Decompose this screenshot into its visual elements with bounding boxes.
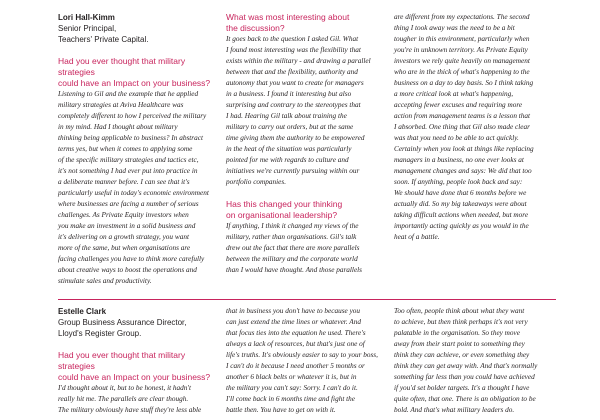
s2-col1 (58, 306, 220, 416)
text-line: you make an investment in a solid business and (58, 222, 196, 230)
answer-text (58, 89, 220, 287)
text-line: completely different to how I perceived the military (58, 112, 207, 120)
text-line: Too often, people think about what they want (394, 307, 525, 315)
s1-col3 (394, 12, 560, 243)
speaker-name: Estelle Clark (58, 307, 107, 316)
text-line: palatable in the organisation. So they move (394, 329, 520, 337)
text-line: you're in unknown territory. As Private Equity (394, 46, 528, 54)
text-line: about creative ways to boost the operations and (58, 266, 197, 274)
text-line: exists within the military - and drawing a parallel (226, 57, 371, 65)
text-line: If anything, I think it changed my views of the (226, 222, 359, 230)
text-line: business on a day to day basis. So I think taking (394, 79, 534, 87)
text-line: can just extend the time lines or whatever. And (226, 318, 361, 326)
question-heading: Had you ever thought that military strategies (58, 56, 186, 77)
text-line: I absorbed. One thing that Gil also made clear (394, 123, 530, 131)
text-line: in a business. I found it interesting but also (226, 90, 352, 98)
text-line: I had. Hearing Gil talk about training the (226, 112, 347, 120)
s2-col2 (226, 306, 386, 416)
text-line: military, rather than organisations. Gil's talk (226, 233, 357, 241)
text-line: portfolio companies. (226, 178, 287, 186)
text-line: heat of a battle. (394, 233, 440, 241)
text-line: in my mind. Had I thought about military (58, 123, 178, 131)
text-line: It goes back to the question I asked Gil. What (226, 35, 359, 43)
answer-text (226, 306, 386, 416)
text-line: something far less than you could have achieved (394, 373, 535, 381)
text-line: importantly acting quickly as you would in the (394, 222, 529, 230)
text-line: thing I took away was the need to be a bit (394, 24, 515, 32)
text-line: the military you can't say: Sorry. I can't do it. (226, 384, 358, 392)
text-line: quite often, that one. There is an obligation to be (394, 395, 536, 403)
text-line: a deliberate manner before. I can see that it's (58, 178, 190, 186)
text-line: challenges. As Private Equity investors when (58, 211, 189, 219)
text-line: bold. And that's what military leaders do. (394, 406, 515, 414)
text-line: another 6 black belts or whatever it is, but in (226, 373, 357, 381)
text-line: stimulate sales and productivity. (58, 277, 152, 285)
text-line: where businesses are facing a number of serious (58, 200, 199, 208)
text-line: that in business you don't have to because you (226, 307, 361, 315)
text-line: who are in the thick of what's happening to the (394, 68, 530, 76)
question-heading: could have an Impact on your business? (58, 372, 211, 382)
answer-text (226, 34, 386, 188)
text-line: I found most interesting was the flexibility that (226, 46, 361, 54)
answer-text (394, 306, 560, 416)
speaker-name: Lori Hall-Kimm (58, 13, 115, 22)
text-line: action from management teams is a lesson that (394, 112, 531, 120)
text-line: to achieve, but then think perhaps it's not very (394, 318, 528, 326)
text-line: thinking being applicable to business? In abstract (58, 134, 203, 142)
text-line: life's truths. It's obviously easier to say to your boss, (226, 351, 378, 359)
text-line: military strategies at Aviva Healthcare was (58, 101, 184, 109)
speaker-role: Group Business Assurance Director, (58, 318, 187, 327)
question-heading: Had you ever thought that military strategies (58, 350, 186, 371)
text-line: surprising and contrary to the stereotypes that (226, 101, 361, 109)
text-line: The military obviously have stuff they're less able (58, 406, 202, 414)
text-line: Listening to Gil and the example that he applied (58, 90, 199, 98)
s1-col1 (58, 12, 220, 287)
text-line: I'd thought about it, but to be honest, it hadn't (58, 384, 191, 392)
text-line: was that you need to be able to act quickly. (394, 134, 519, 142)
text-line: soon. If anything, people look back and say: (394, 178, 523, 186)
section-divider (58, 299, 556, 300)
text-line: terms yes, but when it comes to applying some (58, 145, 193, 153)
text-line: initiatives we're currently pursuing within our (226, 167, 360, 175)
text-line: autonomy that you want to create for managers (226, 79, 364, 87)
text-line: managers in a business, no one ever looks at (394, 156, 524, 164)
question-heading: What was most interesting about (226, 12, 350, 22)
answer-text (58, 383, 220, 416)
text-line: accepting fewer excuses and requiring more (394, 101, 523, 109)
text-line: between that and the flexibility, authority and (226, 68, 358, 76)
question-heading: on organisational leadership? (226, 210, 338, 220)
text-line: pointed for me with regards to culture and (226, 156, 349, 164)
speaker-role: Teachers' Private Capital. (58, 35, 149, 44)
text-line: always a lack of resources, but that's just one of (226, 340, 365, 348)
text-line: facing challenges you have to think more carefully (58, 255, 205, 263)
text-line: are different from my expectations. The second (394, 13, 530, 21)
text-line: of the specific military strategies and tactics etc, (58, 156, 199, 164)
text-line: tougher in this environment, particularly when (394, 35, 530, 43)
text-line: more of the same, but when organisations are (58, 244, 191, 252)
text-line: time giving them the authority to be empowered (226, 134, 365, 142)
text-line: a more critical look at what's happening, (394, 90, 514, 98)
text-line: think they can get away with. And that's normally (394, 362, 538, 370)
text-line: taking difficult actions when needed, but more (394, 211, 529, 219)
speaker-role: Lloyd's Register Group. (58, 329, 142, 338)
text-line: military to carry out orders, but at the same (226, 123, 354, 131)
text-line: if you'd set bolder targets. It's a thought I have (394, 384, 530, 392)
speaker-role: Senior Principal, (58, 24, 117, 33)
text-line: really hit me. The parallels are clear though. (58, 395, 189, 403)
text-line: We should have done that 6 months before we (394, 189, 527, 197)
question-heading: the discussion? (226, 23, 285, 33)
text-line: than I would have thought. And those parallels (226, 266, 362, 274)
s1-col2 (226, 12, 386, 276)
answer-text (394, 12, 560, 243)
text-line: in the heat of the situation was particularly (226, 145, 352, 153)
s2-col3 (394, 306, 560, 416)
text-line: particularly useful in today's economic environment (58, 189, 209, 197)
text-line: Certainly when you look at things like replacing (394, 145, 534, 153)
text-line: I can't do it because I need another 5 months or (226, 362, 365, 370)
text-line: between the military and the corporate world (226, 255, 358, 263)
question-heading: Has this changed your thinking (226, 199, 343, 209)
text-line: that focus ties into the equation he used. There's (226, 329, 366, 337)
text-line: management changes and says: We did that too (394, 167, 532, 175)
text-line: drew out the fact that there are more parallels (226, 244, 360, 252)
text-line: away from their start point to something they (394, 340, 525, 348)
text-line: think they can achieve, or even something they (394, 351, 530, 359)
text-line: it's delivering on a growth strategy, you want (58, 233, 189, 241)
text-line: investors we rely quite heavily on management (394, 57, 530, 65)
text-line: it's not something I had ever put into practice in (58, 167, 198, 175)
text-line: actually did. So my big takeaways were about (394, 200, 527, 208)
text-line: I'll come back in 6 months time and fight the (226, 395, 356, 403)
text-line: battle then. You have to get on with it. (226, 406, 336, 414)
question-heading: could have an Impact on your business? (58, 78, 211, 88)
answer-text (226, 221, 386, 276)
